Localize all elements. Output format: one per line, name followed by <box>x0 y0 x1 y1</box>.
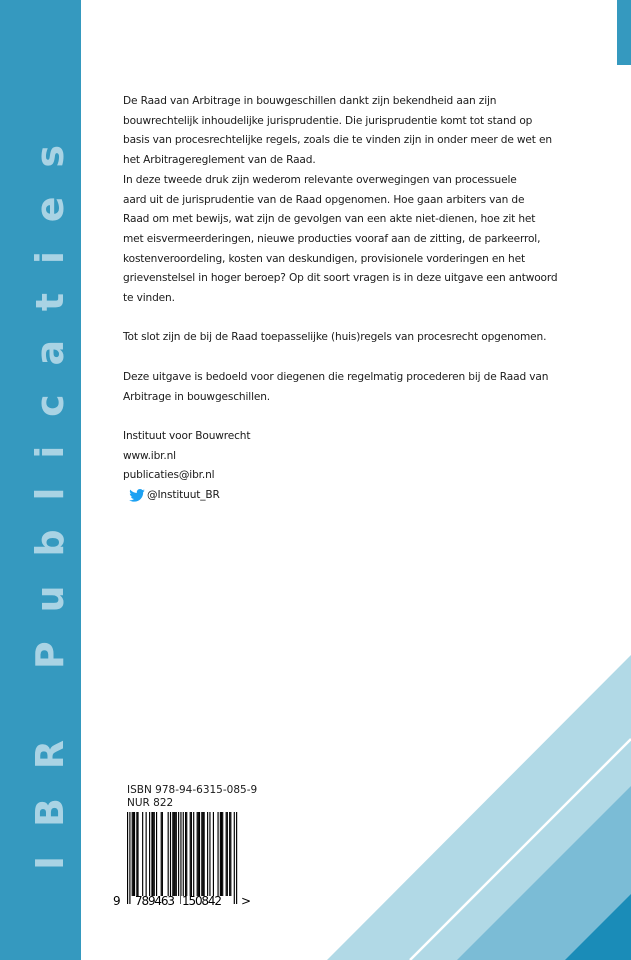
barcode-first-digit: 9 <box>113 894 121 908</box>
barcode-bar <box>191 812 192 896</box>
stripe-light <box>327 655 631 960</box>
barcode-bar <box>234 812 235 904</box>
barcode-bar <box>197 812 198 896</box>
isbn-block <box>127 784 257 810</box>
stripe-dark <box>565 894 631 960</box>
barcode-bar <box>186 812 187 896</box>
barcode-bar <box>202 812 203 896</box>
barcode-bar <box>213 812 214 896</box>
text-line: aard uit de jurisprudentie van de Raad opgenomen. Hoe gaan arbiters van de <box>123 193 525 206</box>
website-link[interactable]: www.ibr.nl <box>123 449 176 462</box>
barcode-bar <box>217 812 218 896</box>
barcode-bar <box>154 812 155 896</box>
text-line: basis van procesrechtelijke regels, zoals die te vinden zijn in onder meer de wet en <box>123 134 552 147</box>
stripe-white-line <box>410 739 631 960</box>
barcode-bar <box>175 812 176 896</box>
barcode-bar <box>134 812 135 896</box>
barcode-bar <box>129 812 130 904</box>
barcode-bar <box>132 812 133 896</box>
isbn-barcode <box>113 812 253 908</box>
barcode-bar <box>127 812 128 904</box>
barcode-bar <box>220 812 221 896</box>
barcode-bar <box>153 812 154 896</box>
barcode-bar <box>136 812 137 896</box>
text-line: kostenveroordeling, kosten van deskundigen, provisionele vorderingen en het <box>123 252 525 265</box>
twitter-handle-text: @Instituut_BR <box>147 489 220 502</box>
stripe-mid <box>457 786 631 960</box>
barcode-bar <box>190 812 191 896</box>
barcode-bar <box>193 812 194 896</box>
barcode-bar <box>180 812 181 904</box>
barcode-bar <box>229 812 230 896</box>
barcode-bar <box>226 812 227 896</box>
barcode-bar <box>173 812 174 896</box>
barcode-bar <box>161 812 162 896</box>
barcode-bar <box>137 812 138 896</box>
barcode-bar <box>204 812 205 896</box>
barcode-bar <box>146 812 147 896</box>
text-line: bouwrechtelijk inhoudelijke jurisprudentie. Die jurisprudentie komt tot stand op <box>123 114 533 127</box>
paragraph-intro <box>123 92 557 309</box>
barcode-bar <box>170 812 171 896</box>
twitter-bird-icon <box>129 489 145 502</box>
barcode-bar <box>198 812 199 896</box>
barcode-bar <box>221 812 222 896</box>
spine-band <box>0 0 81 960</box>
spine-title: IBR Publicaties <box>28 145 72 870</box>
barcode-bar <box>142 812 143 896</box>
barcode-bar <box>162 812 163 896</box>
barcode-bar <box>168 812 169 896</box>
barcode-bar <box>178 812 179 896</box>
barcode-bar <box>236 812 237 904</box>
text-line: met eisvermeerderingen, nieuwe producties vooraf aan de zitting, de parkeerrol, <box>123 232 541 245</box>
text-line: Tot slot zijn de bij de Raad toepasselijke (huis)regels van procesrecht opgenomen. <box>123 331 547 344</box>
barcode-bar <box>185 812 186 896</box>
text-line: De Raad van Arbitrage in bouwgeschillen dankt zijn bekendheid aan zijn <box>123 95 497 107</box>
barcode-bar <box>149 812 150 896</box>
barcode-bar <box>199 812 200 896</box>
text-line: In deze tweede druk zijn wederom relevante overwegingen van processuele <box>123 173 517 186</box>
text-line: te vinden. <box>123 292 175 305</box>
barcode-bar <box>207 812 208 896</box>
barcode-bar <box>156 812 157 896</box>
top-right-accent-bar <box>617 0 631 65</box>
barcode-bar <box>172 812 173 896</box>
text-line: grievenstelsel in hoger beroep? Op dit soort vragen is in deze uitgave een antwoord <box>123 272 558 285</box>
text-line: Deze uitgave is bedoeld voor diegenen die regelmatig procederen bij de Raad van <box>123 370 549 383</box>
paragraph-audience <box>123 368 557 407</box>
barcode-bar <box>222 812 223 896</box>
barcode-bar <box>201 812 202 896</box>
barcode-quiet-zone-marker: > <box>241 894 252 908</box>
twitter-handle[interactable] <box>129 486 557 506</box>
barcode-bar <box>230 812 231 896</box>
barcode-bar <box>227 812 228 896</box>
nur-code: NUR 822 <box>127 797 174 809</box>
spine-title-graphic <box>0 0 81 960</box>
paragraph-rules <box>123 328 557 348</box>
barcode-bar <box>209 812 210 896</box>
text-line: het Arbitragereglement van de Raad. <box>123 154 316 167</box>
email-link[interactable]: publicaties@ibr.nl <box>123 469 215 482</box>
text-line: Raad om met bewijs, wat zijn de gevolgen van een akte niet-dienen, hoe zit het <box>123 213 536 226</box>
isbn-number: ISBN 978-94-6315-085-9 <box>127 784 258 796</box>
barcode-bar <box>183 812 184 904</box>
barcode-bar <box>133 812 134 896</box>
barcode-bar <box>151 812 152 896</box>
blurb-text <box>123 92 557 506</box>
barcode-bar <box>176 812 177 896</box>
barcode-right-digits: 150842 <box>182 894 222 908</box>
barcode-left-digits: 789463 <box>135 894 175 908</box>
text-line: Arbitrage in bouwgeschillen. <box>123 390 271 403</box>
organization-name: Instituut voor Bouwrecht <box>123 429 251 442</box>
